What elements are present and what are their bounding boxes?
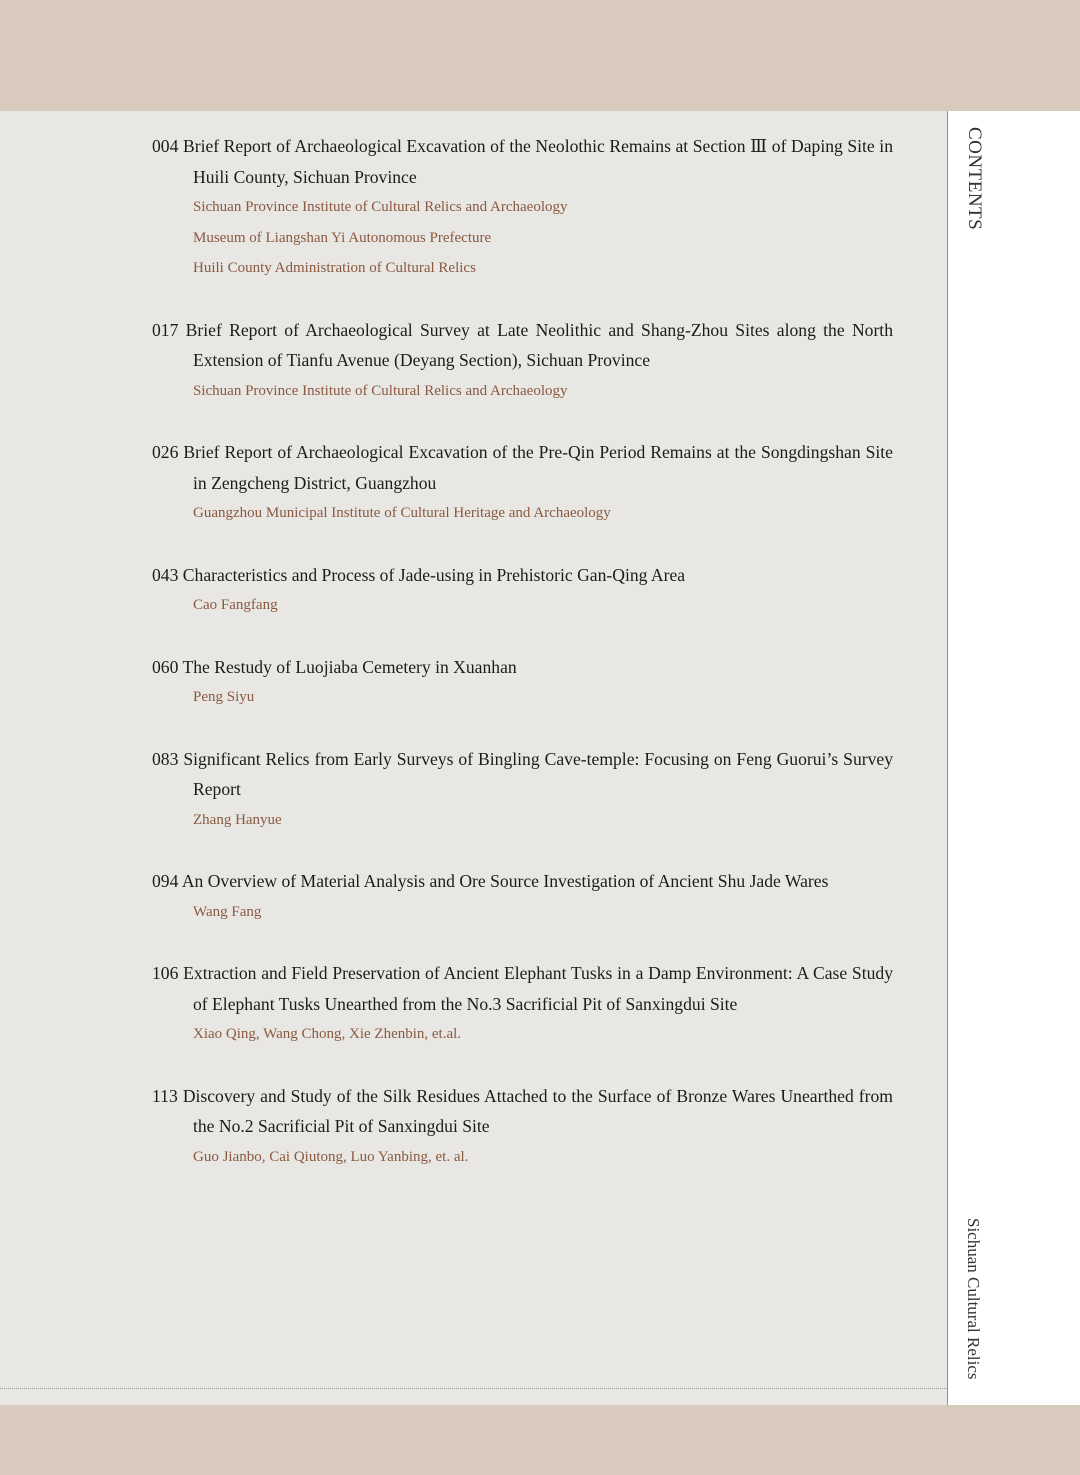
toc-entry[interactable] <box>152 560 893 621</box>
entry-title-line <box>152 652 893 683</box>
bottom-color-band <box>0 1405 1080 1475</box>
article-title: Brief Report of Archaeological Excavation of the Pre-Qin Period Remains at the Songdingshan Site in Zengcheng District, Guangzhou <box>183 442 893 493</box>
contents-heading: CONTENTS <box>964 127 985 231</box>
page-number: 083 <box>152 748 179 769</box>
entry-title-line <box>152 437 893 498</box>
author-list <box>152 897 893 928</box>
author-name: Guo Jianbo, Cai Qiutong, Luo Yanbing, et. al. <box>193 1148 469 1165</box>
author-name: Cao Fangfang <box>193 597 278 613</box>
journal-name: Sichuan Cultural Relics <box>964 1218 983 1380</box>
author-list <box>152 376 893 407</box>
author-list <box>152 192 893 284</box>
author-list <box>152 1142 893 1173</box>
page-number: 017 <box>152 319 179 340</box>
page-number: 060 <box>152 656 179 677</box>
toc-entry[interactable] <box>152 1081 893 1173</box>
entry-title-line <box>152 315 893 376</box>
author-list <box>152 805 893 836</box>
author-name: Zhang Hanyue <box>193 811 282 828</box>
author-list <box>152 682 893 713</box>
dotted-divider <box>0 1388 947 1389</box>
page-number: 043 <box>152 564 179 585</box>
side-panel <box>948 111 1080 1405</box>
author-list <box>152 498 893 529</box>
toc-entry[interactable] <box>152 315 893 407</box>
author-name: Huili County Administration of Cultural Relics <box>193 260 476 276</box>
author-list <box>152 1019 893 1050</box>
page-number: 113 <box>152 1085 178 1106</box>
article-title: Brief Report of Archaeological Survey at Late Neolithic and Shang-Zhou Sites along the North Extension of Tianfu Avenue (Deyang Section), Sichuan Province <box>185 319 893 370</box>
entry-title-line <box>152 958 893 1019</box>
entry-title-line <box>152 131 893 192</box>
toc-entry[interactable] <box>152 866 893 927</box>
page-number: 004 <box>152 136 179 156</box>
article-title: An Overview of Material Analysis and Ore Source Investigation of Ancient Shu Jade Wares <box>181 871 829 891</box>
author-name: Wang Fang <box>193 903 262 920</box>
page-number: 106 <box>152 963 179 983</box>
author-name: Xiao Qing, Wang Chong, Xie Zhenbin, et.al. <box>193 1026 462 1042</box>
author-name: Sichuan Province Institute of Cultural Relics and Archaeology <box>193 199 568 215</box>
author-name: Museum of Liangshan Yi Autonomous Prefecture <box>193 229 492 246</box>
entry-title-line <box>152 1081 893 1142</box>
toc-entry[interactable] <box>152 131 893 284</box>
entry-title-line <box>152 560 893 591</box>
article-title: Significant Relics from Early Surveys of Bingling Cave-temple: Focusing on Feng Guorui’s Survey Report <box>183 748 893 799</box>
toc-entry[interactable] <box>152 437 893 529</box>
author-list <box>152 590 893 621</box>
table-of-contents <box>152 131 893 1203</box>
page-number: 094 <box>152 871 179 891</box>
article-title: Brief Report of Archaeological Excavation of the Neolothic Remains at Section Ⅲ of Daping Site in Huili County, Sichuan Province <box>182 136 893 187</box>
toc-entry[interactable] <box>152 744 893 836</box>
top-color-band <box>0 0 1080 111</box>
toc-entry[interactable] <box>152 652 893 713</box>
entry-title-line <box>152 744 893 805</box>
vertical-divider <box>947 111 948 1475</box>
page-number: 026 <box>152 442 179 462</box>
author-name: Sichuan Province Institute of Cultural Relics and Archaeology <box>193 382 568 399</box>
article-title: Extraction and Field Preservation of Ancient Elephant Tusks in a Damp Environment: A Case Study of Elephant Tusks Unearthed from the No.3 Sacrificial Pit of Sanxingdui Site <box>183 963 893 1014</box>
author-name: Peng Siyu <box>193 689 255 705</box>
article-title: The Restudy of Luojiaba Cemetery in Xuanhan <box>182 656 517 677</box>
article-title: Characteristics and Process of Jade-using in Prehistoric Gan-Qing Area <box>182 564 686 585</box>
article-title: Discovery and Study of the Silk Residues Attached to the Surface of Bronze Wares Unearthed from the No.2 Sacrificial Pit of Sanxingdui Site <box>182 1085 893 1136</box>
entry-title-line <box>152 866 893 897</box>
toc-entry[interactable] <box>152 958 893 1050</box>
author-name: Guangzhou Municipal Institute of Cultural Heritage and Archaeology <box>193 505 611 521</box>
